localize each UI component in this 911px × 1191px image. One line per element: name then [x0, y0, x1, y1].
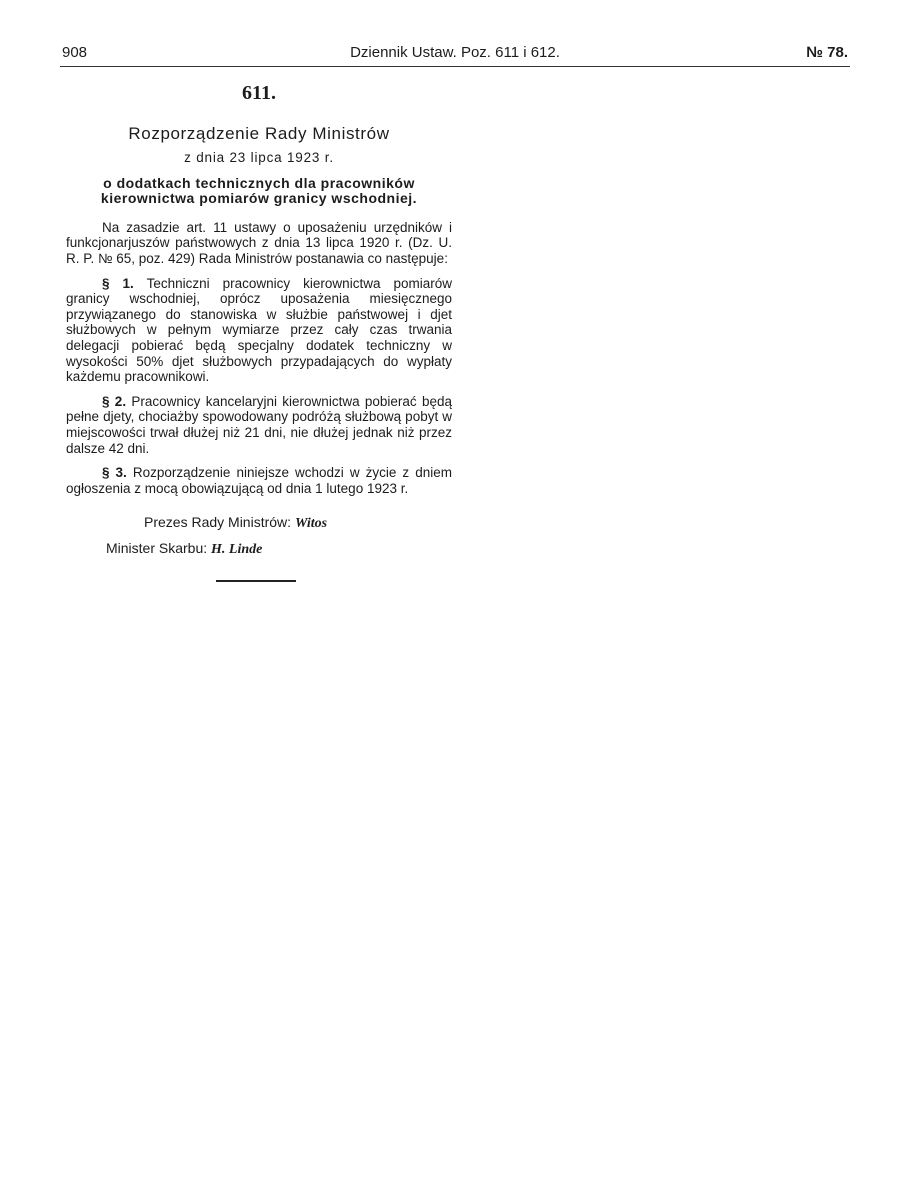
section-1-label: § 1. [102, 275, 134, 291]
issue-number: № 78. [806, 44, 848, 61]
running-title: Dziennik Ustaw. Poz. 611 i 612. [350, 44, 560, 61]
signature-role: Minister Skarbu: [106, 540, 208, 557]
section-2-paragraph [66, 394, 452, 456]
signature-name: Witos [294, 516, 328, 532]
section-3-text: Rozporządzenie niniejsze wchodzi w życie z dniem ogłoszenia z mocą obowiązującą od dnia 1 lutego 1923 r. [66, 465, 452, 496]
page-number: 908 [62, 44, 88, 61]
act-title: Rozporządzenie Rady Ministrów [128, 123, 390, 143]
text-column [66, 80, 452, 582]
signature-treasury-minister [66, 536, 452, 562]
section-2-text: Pracownicy kancelaryjni kierownictwa pobierać będą pełne djety, chociażby spowodowany podróżą służbową pobyt w miejscowości trwał dłużej niż 21 dni, nie dłużej jednak niż przez dalsze 42 dni. [66, 393, 452, 456]
section-1-paragraph [66, 276, 452, 385]
end-divider [216, 580, 296, 582]
section-3-paragraph [66, 465, 452, 496]
signature-role: Prezes Rady Ministrów: [144, 514, 292, 531]
act-date: z dnia 23 lipca 1923 r. [184, 150, 334, 166]
act-subject: o dodatkach technicznych dla pracowników kierownictwa pomiarów granicy wschodniej. [100, 174, 418, 206]
page-header [60, 40, 850, 67]
signatures-block [66, 510, 452, 562]
act-number: 611. [242, 82, 276, 104]
section-2-label: § 2. [102, 393, 127, 409]
signature-name: H. Linde [211, 542, 263, 558]
preamble-paragraph: Na zasadzie art. 11 ustawy o uposażeniu urzędników i funkcjonarjuszów państwowych z dnia 13 lipca 1920 r. (Dz. U. R. P. № 65, poz. 429) Rada Ministrów postanawia co następuje: [66, 219, 452, 266]
section-3-label: § 3. [102, 465, 127, 481]
signature-prime-minister [66, 510, 452, 536]
section-1-text: Techniczni pracownicy kierownictwa pomiarów granicy wschodniej, oprócz uposażenia miesięcznego przywiązanego do stanowiska w służbie państwowej i djet służbowych w pełnym wymiarze przez cały czas trwania delegacji pobierać będą specjalny dodatek techniczny w wysokości 50% djet służbowych przypadających do wypłaty każdemu pracownikowi. [66, 275, 452, 385]
